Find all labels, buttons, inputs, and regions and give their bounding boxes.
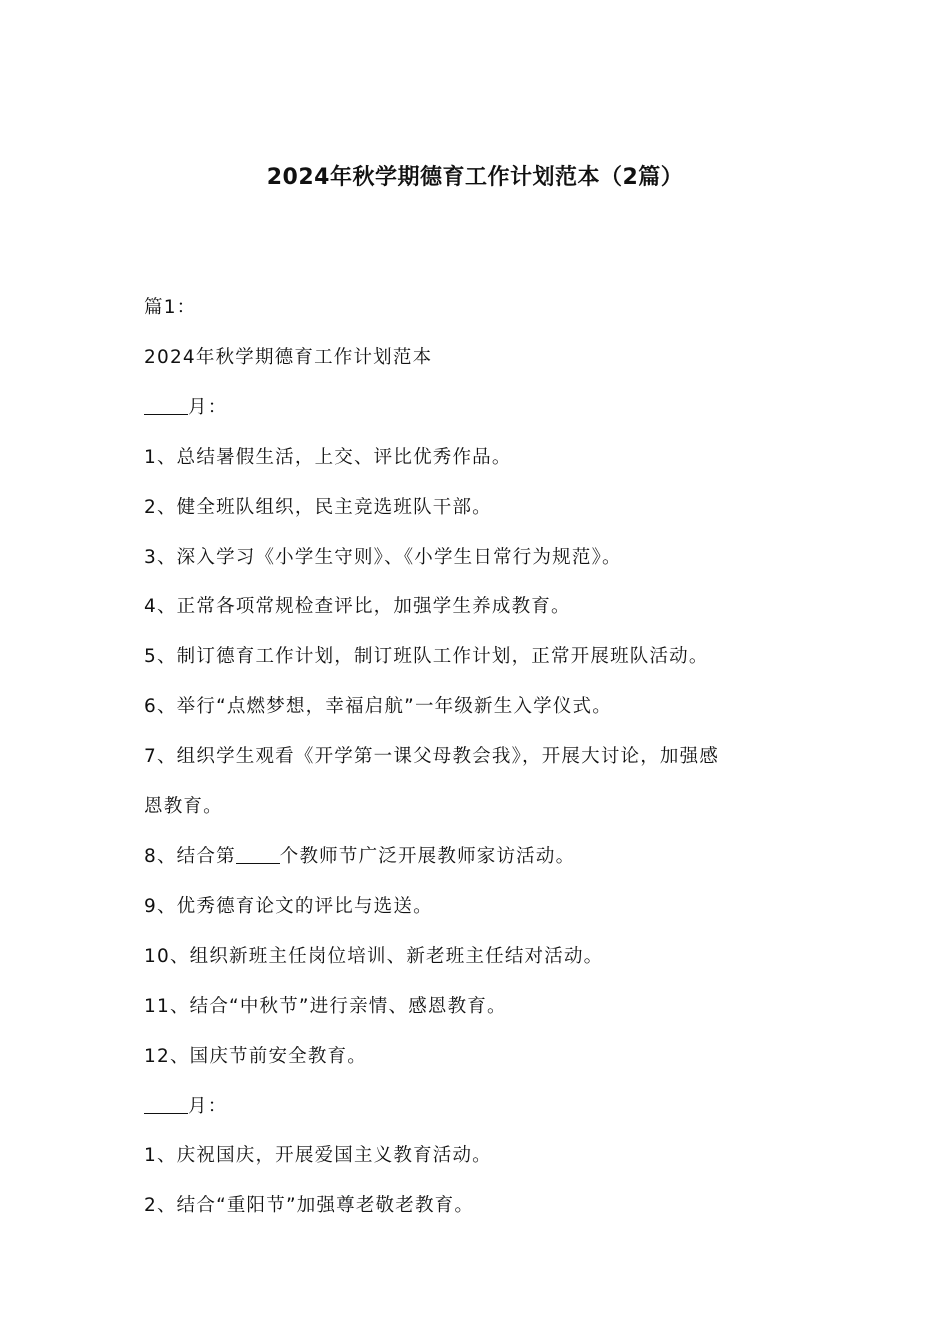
list-item: 2、结合“重阳节”加强尊老敬老教育。 xyxy=(144,1195,475,1217)
document-body xyxy=(144,283,814,1231)
month-heading xyxy=(144,383,814,433)
list-item: 12、国庆节前安全教育。 xyxy=(144,1045,367,1067)
list-item: 5、制订德育工作计划，制订班队工作计划，正常开展班队活动。 xyxy=(144,646,709,668)
month-label: 月： xyxy=(188,1095,228,1117)
list-item-text-before: 8、结合第 xyxy=(144,845,236,867)
list-item: 1、总结暑假生活，上交、评比优秀作品。 xyxy=(144,446,512,468)
list-item: 11、结合“中秋节”进行亲情、感恩教育。 xyxy=(144,995,507,1017)
document-title: 2024年秋学期德育工作计划范本（2篇） xyxy=(266,165,684,190)
fill-in-blank xyxy=(144,1093,188,1114)
list-item-text-after: 个教师节广泛开展教师家访活动。 xyxy=(279,845,576,867)
list-item xyxy=(144,832,814,882)
fill-in-blank xyxy=(144,394,188,415)
list-item: 7、组织学生观看《开学第一课父母教会我》，开展大讨论，加强感 xyxy=(144,746,720,768)
list-item-continuation: 恩教育。 xyxy=(144,796,223,818)
list-item: 6、举行“点燃梦想，幸福启航”一年级新生入学仪式。 xyxy=(144,696,612,718)
list-item: 10、组织新班主任岗位培训、新老班主任结对活动。 xyxy=(144,945,604,967)
list-item: 4、正常各项常规检查评比，加强学生养成教育。 xyxy=(144,596,571,618)
list-item: 2、健全班队组织，民主竞选班队干部。 xyxy=(144,496,492,518)
list-item: 1、庆祝国庆，开展爱国主义教育活动。 xyxy=(144,1145,492,1167)
fill-in-blank xyxy=(236,843,280,864)
list-item: 3、深入学习《小学生守则》、《小学生日常行为规范》。 xyxy=(144,546,622,568)
list-item: 9、优秀德育论文的评比与选送。 xyxy=(144,895,433,917)
month-heading xyxy=(144,1082,814,1132)
section-heading: 篇1： xyxy=(144,297,197,318)
plan-title: 2024年秋学期德育工作计划范本 xyxy=(144,346,433,368)
month-label: 月： xyxy=(188,396,228,418)
